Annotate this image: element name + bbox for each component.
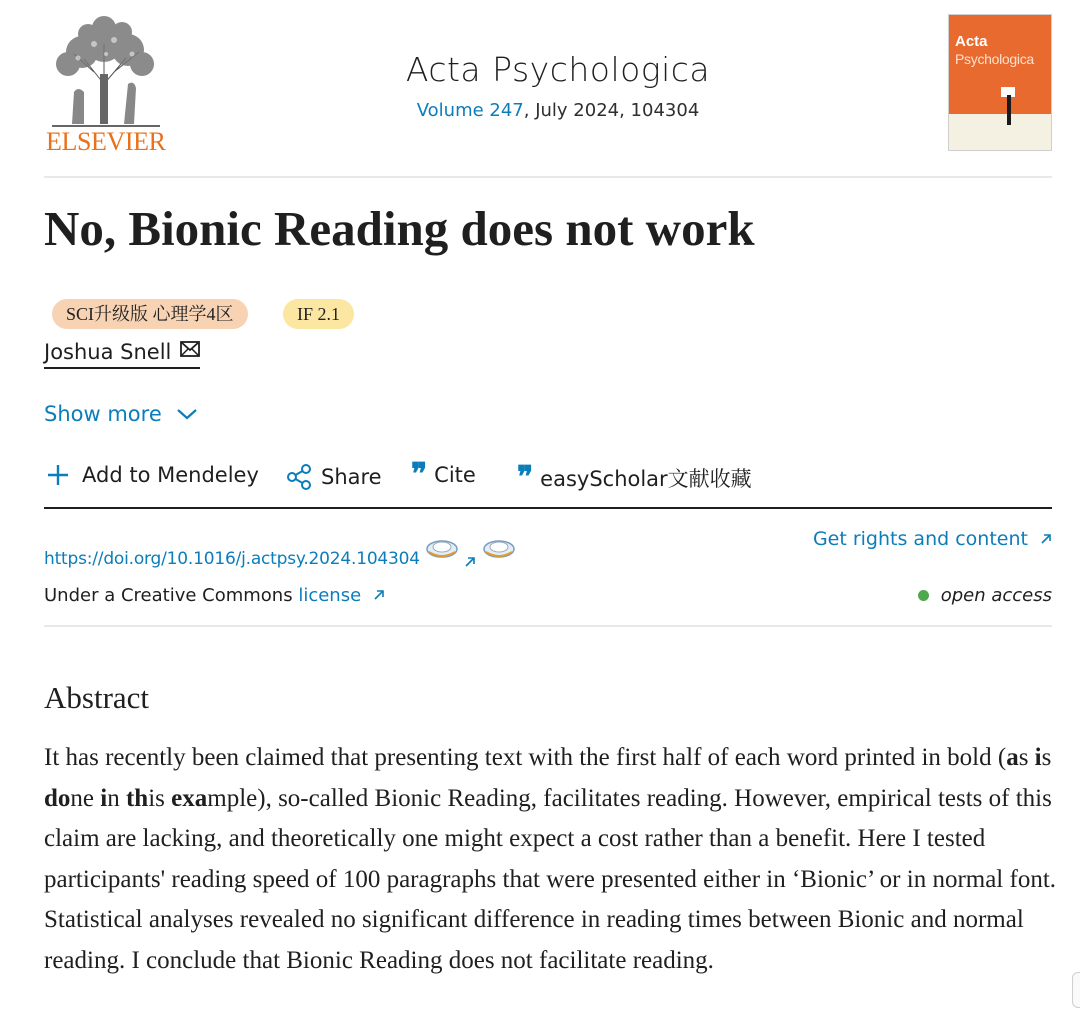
cover-title-psychologica: Psychologica xyxy=(955,51,1034,67)
quote-icon: ❞ xyxy=(517,461,531,494)
bionic-bold-part: i xyxy=(100,784,108,812)
bionic-bold-part: th xyxy=(125,784,149,812)
external-link-icon xyxy=(464,556,476,568)
open-access-indicator xyxy=(918,585,1052,606)
side-panel-handle[interactable] xyxy=(1072,972,1080,1008)
bionic-rest-part: s xyxy=(1018,744,1029,771)
author-link[interactable] xyxy=(44,340,200,369)
email-icon xyxy=(180,341,200,357)
show-more-button[interactable] xyxy=(44,402,198,426)
easyscholar-label: easyScholar文献收藏 xyxy=(540,467,752,491)
bionic-rest-part: s xyxy=(1041,744,1052,771)
share-label: Share xyxy=(321,465,382,489)
rights-label: Get rights and content xyxy=(812,528,1028,550)
bionic-rest-part: mple xyxy=(207,784,258,812)
bionic-word xyxy=(100,785,119,812)
open-access-label: open access xyxy=(940,585,1052,606)
bionic-word xyxy=(126,785,165,812)
doi-row xyxy=(44,538,516,569)
cite-button[interactable] xyxy=(411,458,476,491)
external-link-icon xyxy=(373,589,385,601)
scholar-plugin-icon[interactable] xyxy=(425,538,459,560)
scholar-plugin-icon[interactable] xyxy=(482,538,516,560)
author-name: Joshua Snell xyxy=(44,340,172,364)
external-link-icon xyxy=(1040,533,1052,545)
bionic-rest-part: is xyxy=(148,784,165,812)
journal-issue-info xyxy=(0,100,1080,121)
toolbar-divider xyxy=(44,507,1052,509)
abstract-text-start: It has recently been claimed that presenting text with the first half of each word printed in bold ( xyxy=(44,744,1007,771)
bionic-rest-part: n xyxy=(107,784,120,812)
abstract-text-end: ), so-called Bionic Reading, facilitates reading. However, empirical tests of this claim are lacking, and theoretically one might expect a cost rather than a benefit. Here I tested participants' reading speed of 100 paragraphs that were presented either in ‘Bionic’ or in normal font. Statistical analyses revealed no significant difference in reading times between Bionic and normal reading. I conclude that Bionic Reading does not facilitate reading. xyxy=(44,784,1057,974)
license-link[interactable]: license xyxy=(298,585,362,606)
chevron-down-icon xyxy=(176,407,198,421)
sci-ranking-badge[interactable]: SCI升级版 心理学4区 xyxy=(52,299,248,329)
meta-divider xyxy=(44,625,1052,627)
journal-title[interactable]: Acta Psychologica xyxy=(405,50,711,89)
mendeley-label: Add to Mendeley xyxy=(82,463,259,487)
bionic-rest-part: ne xyxy=(70,784,95,812)
open-access-dot-icon xyxy=(918,590,929,601)
article-title: No, Bionic Reading does not work xyxy=(44,201,755,256)
license-prefix: Under a Creative Commons xyxy=(44,585,299,606)
bionic-word xyxy=(171,785,257,812)
abstract-body xyxy=(44,738,1064,981)
cover-floor xyxy=(949,114,1051,150)
share-icon xyxy=(285,463,313,491)
doi-link[interactable]: https://doi.org/10.1016/j.actpsy.2024.104304 xyxy=(44,549,420,569)
add-to-mendeley-button[interactable] xyxy=(46,463,259,487)
bionic-bold-part: exa xyxy=(171,784,208,812)
journal-cover-image[interactable] xyxy=(948,14,1052,151)
get-rights-link[interactable] xyxy=(813,528,1052,550)
abstract-heading: Abstract xyxy=(44,680,150,715)
issue-date: , July 2024, 104304 xyxy=(523,100,700,121)
quote-icon: ❞ xyxy=(411,458,425,491)
cover-title-acta: Acta xyxy=(955,33,988,50)
cite-label: Cite xyxy=(434,463,476,487)
volume-link[interactable]: Volume 247 xyxy=(416,100,524,121)
plus-icon xyxy=(46,463,70,487)
bionic-bold-part: a xyxy=(1006,744,1019,771)
bionic-word xyxy=(1035,744,1052,771)
impact-factor-badge[interactable]: IF 2.1 xyxy=(283,299,354,329)
header-divider xyxy=(44,176,1052,178)
bionic-bold-part: do xyxy=(44,784,71,812)
bionic-word xyxy=(1006,744,1028,771)
share-button[interactable] xyxy=(285,463,382,491)
bionic-bold-part: i xyxy=(1034,744,1042,771)
cover-figure xyxy=(1007,95,1011,125)
publisher-wordmark: ELSEVIER xyxy=(46,127,166,154)
show-more-label: Show more xyxy=(44,402,162,426)
bionic-word xyxy=(44,785,94,812)
license-row xyxy=(44,585,385,606)
easyscholar-button[interactable] xyxy=(517,463,752,493)
